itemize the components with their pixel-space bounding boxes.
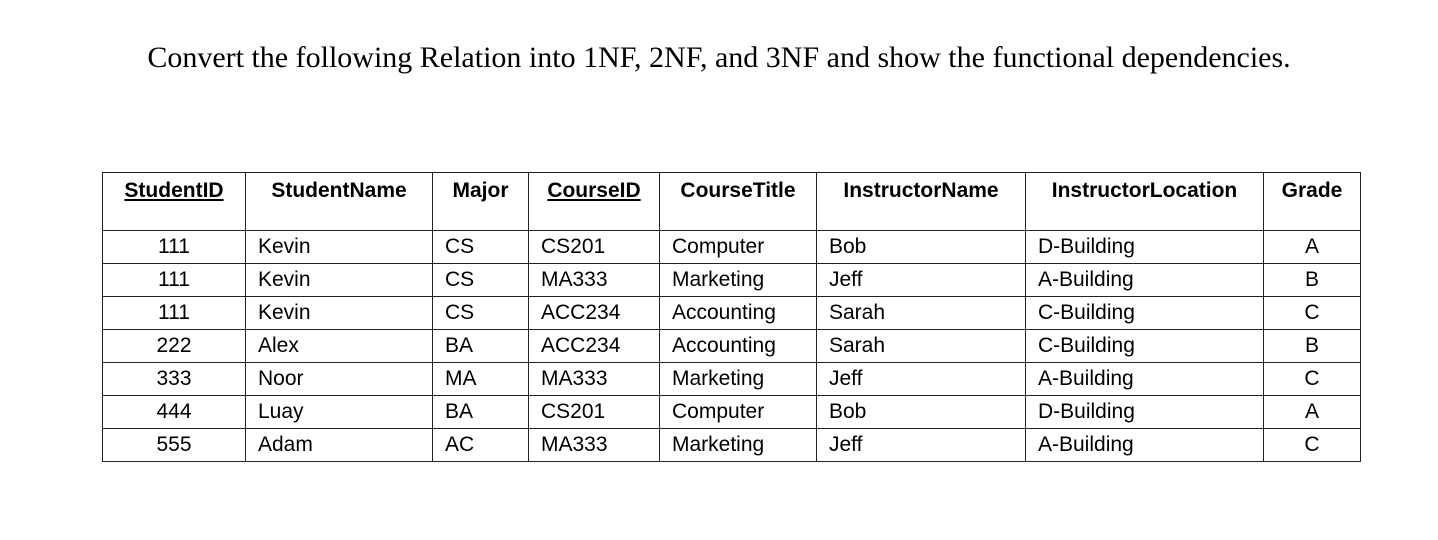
header-course-title: CourseTitle <box>660 173 817 231</box>
cell-grade: B <box>1264 264 1361 297</box>
cell-course-id: MA333 <box>529 429 660 462</box>
cell-instructor-location: A-Building <box>1026 363 1264 396</box>
cell-grade: C <box>1264 363 1361 396</box>
table-row <box>103 396 1361 429</box>
cell-student-id: 222 <box>103 330 246 363</box>
cell-course-id: MA333 <box>529 363 660 396</box>
question-prompt: Convert the following Relation into 1NF, 2NF, and 3NF and show the functional dependencies. <box>147 41 1291 74</box>
cell-instructor-name: Bob <box>817 396 1026 429</box>
cell-instructor-name: Sarah <box>817 297 1026 330</box>
cell-student-name: Luay <box>246 396 433 429</box>
cell-instructor-location: C-Building <box>1026 297 1264 330</box>
header-instructor-location: InstructorLocation <box>1026 173 1264 231</box>
header-major: Major <box>433 173 529 231</box>
header-course-id: CourseID <box>529 173 660 231</box>
cell-major: CS <box>433 231 529 264</box>
cell-instructor-name: Bob <box>817 231 1026 264</box>
cell-course-title: Computer <box>660 396 817 429</box>
cell-instructor-location: D-Building <box>1026 396 1264 429</box>
cell-instructor-name: Sarah <box>817 330 1026 363</box>
cell-major: MA <box>433 363 529 396</box>
header-row <box>103 173 1361 231</box>
cell-course-title: Accounting <box>660 297 817 330</box>
cell-instructor-name: Jeff <box>817 429 1026 462</box>
cell-grade: A <box>1264 231 1361 264</box>
cell-student-name: Adam <box>246 429 433 462</box>
cell-instructor-location: D-Building <box>1026 231 1264 264</box>
cell-course-id: ACC234 <box>529 297 660 330</box>
table-row <box>103 231 1361 264</box>
header-student-name: StudentName <box>246 173 433 231</box>
header-instructor-name: InstructorName <box>817 173 1026 231</box>
cell-student-id: 111 <box>103 264 246 297</box>
cell-grade: C <box>1264 429 1361 462</box>
cell-course-id: CS201 <box>529 231 660 264</box>
cell-student-id: 555 <box>103 429 246 462</box>
cell-instructor-location: C-Building <box>1026 330 1264 363</box>
cell-instructor-name: Jeff <box>817 264 1026 297</box>
cell-student-name: Alex <box>246 330 433 363</box>
cell-student-name: Kevin <box>246 297 433 330</box>
table-row <box>103 363 1361 396</box>
cell-major: BA <box>433 396 529 429</box>
header-grade: Grade <box>1264 173 1361 231</box>
cell-instructor-name: Jeff <box>817 363 1026 396</box>
cell-student-id: 111 <box>103 231 246 264</box>
cell-major: AC <box>433 429 529 462</box>
table-row <box>103 264 1361 297</box>
cell-major: BA <box>433 330 529 363</box>
cell-instructor-location: A-Building <box>1026 429 1264 462</box>
cell-grade: C <box>1264 297 1361 330</box>
cell-course-title: Marketing <box>660 363 817 396</box>
header-student-id: StudentID <box>103 173 246 231</box>
cell-student-name: Noor <box>246 363 433 396</box>
cell-course-title: Marketing <box>660 264 817 297</box>
cell-student-id: 333 <box>103 363 246 396</box>
cell-student-id: 444 <box>103 396 246 429</box>
cell-grade: B <box>1264 330 1361 363</box>
table-row <box>103 330 1361 363</box>
table-row <box>103 297 1361 330</box>
cell-student-name: Kevin <box>246 231 433 264</box>
table-row <box>103 429 1361 462</box>
cell-course-title: Marketing <box>660 429 817 462</box>
cell-course-title: Accounting <box>660 330 817 363</box>
cell-course-id: CS201 <box>529 396 660 429</box>
cell-course-id: MA333 <box>529 264 660 297</box>
cell-course-title: Computer <box>660 231 817 264</box>
relation-table <box>102 172 1361 462</box>
cell-student-name: Kevin <box>246 264 433 297</box>
cell-grade: A <box>1264 396 1361 429</box>
cell-course-id: ACC234 <box>529 330 660 363</box>
cell-major: CS <box>433 297 529 330</box>
cell-instructor-location: A-Building <box>1026 264 1264 297</box>
cell-student-id: 111 <box>103 297 246 330</box>
cell-major: CS <box>433 264 529 297</box>
